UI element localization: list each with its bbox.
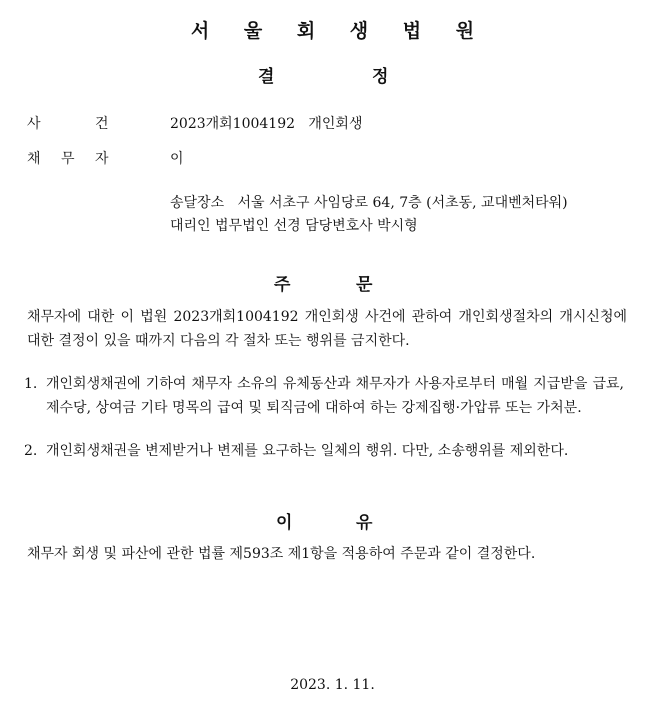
order-item-number: 1.: [24, 376, 38, 392]
order-item-1: [24, 372, 624, 420]
order-intro: 채무자에 대한 이 법원 2023개회1004192 개인회생 사건에 관하여 개인회생절차의 개시신청에 대한 결정이 있을 때까지 다음의 각 절차 또는 행위를 금지한다.: [27, 309, 627, 349]
case-label-char-1: 사: [27, 116, 41, 132]
case-number: 2023개회1004192 개인회생: [170, 116, 363, 132]
decision-date: 2023. 1. 11.: [290, 677, 375, 693]
decision-title-char-1: 결: [258, 67, 275, 87]
debtor-label-char-1: 채: [27, 151, 41, 167]
decision-title-char-2: 정: [372, 67, 389, 87]
order-heading-char-2: 문: [356, 275, 373, 295]
reason-heading-char-2: 유: [356, 513, 373, 533]
debtor-label-char-2: 무: [61, 151, 75, 167]
service-address: 송달장소 서울 서초구 사임당로 64, 7층 (서초동, 교대벤처타워): [170, 195, 568, 211]
order-item-text: 개인회생채권에 기하여 채무자 소유의 유체동산과 채무자가 사용자로부터 매월 지급받을 급료, 제수당, 상여금 기타 명목의 급여 및 퇴직금에 대하여 하는 강제집행·가압류 또는 가처분.: [46, 376, 624, 416]
order-item-number: 2.: [24, 443, 38, 459]
case-label-char-2: 건: [95, 116, 109, 132]
reason-heading-char-1: 이: [276, 513, 293, 533]
debtor-label-char-3: 자: [95, 151, 109, 167]
order-item-2: [24, 439, 624, 463]
order-heading-char-1: 주: [274, 275, 291, 295]
court-name: 서 울 회 생 법 원: [190, 20, 489, 42]
reason-text: 채무자 회생 및 파산에 관한 법률 제593조 제1항을 적용하여 주문과 같이 결정한다.: [27, 546, 536, 562]
representative: 대리인 법무법인 선경 담당변호사 박시형: [170, 218, 418, 234]
debtor-name: 이: [170, 151, 184, 167]
order-item-text: 개인회생채권을 변제받거나 변제를 요구하는 일체의 행위. 다만, 소송행위를 제외한다.: [46, 443, 569, 459]
